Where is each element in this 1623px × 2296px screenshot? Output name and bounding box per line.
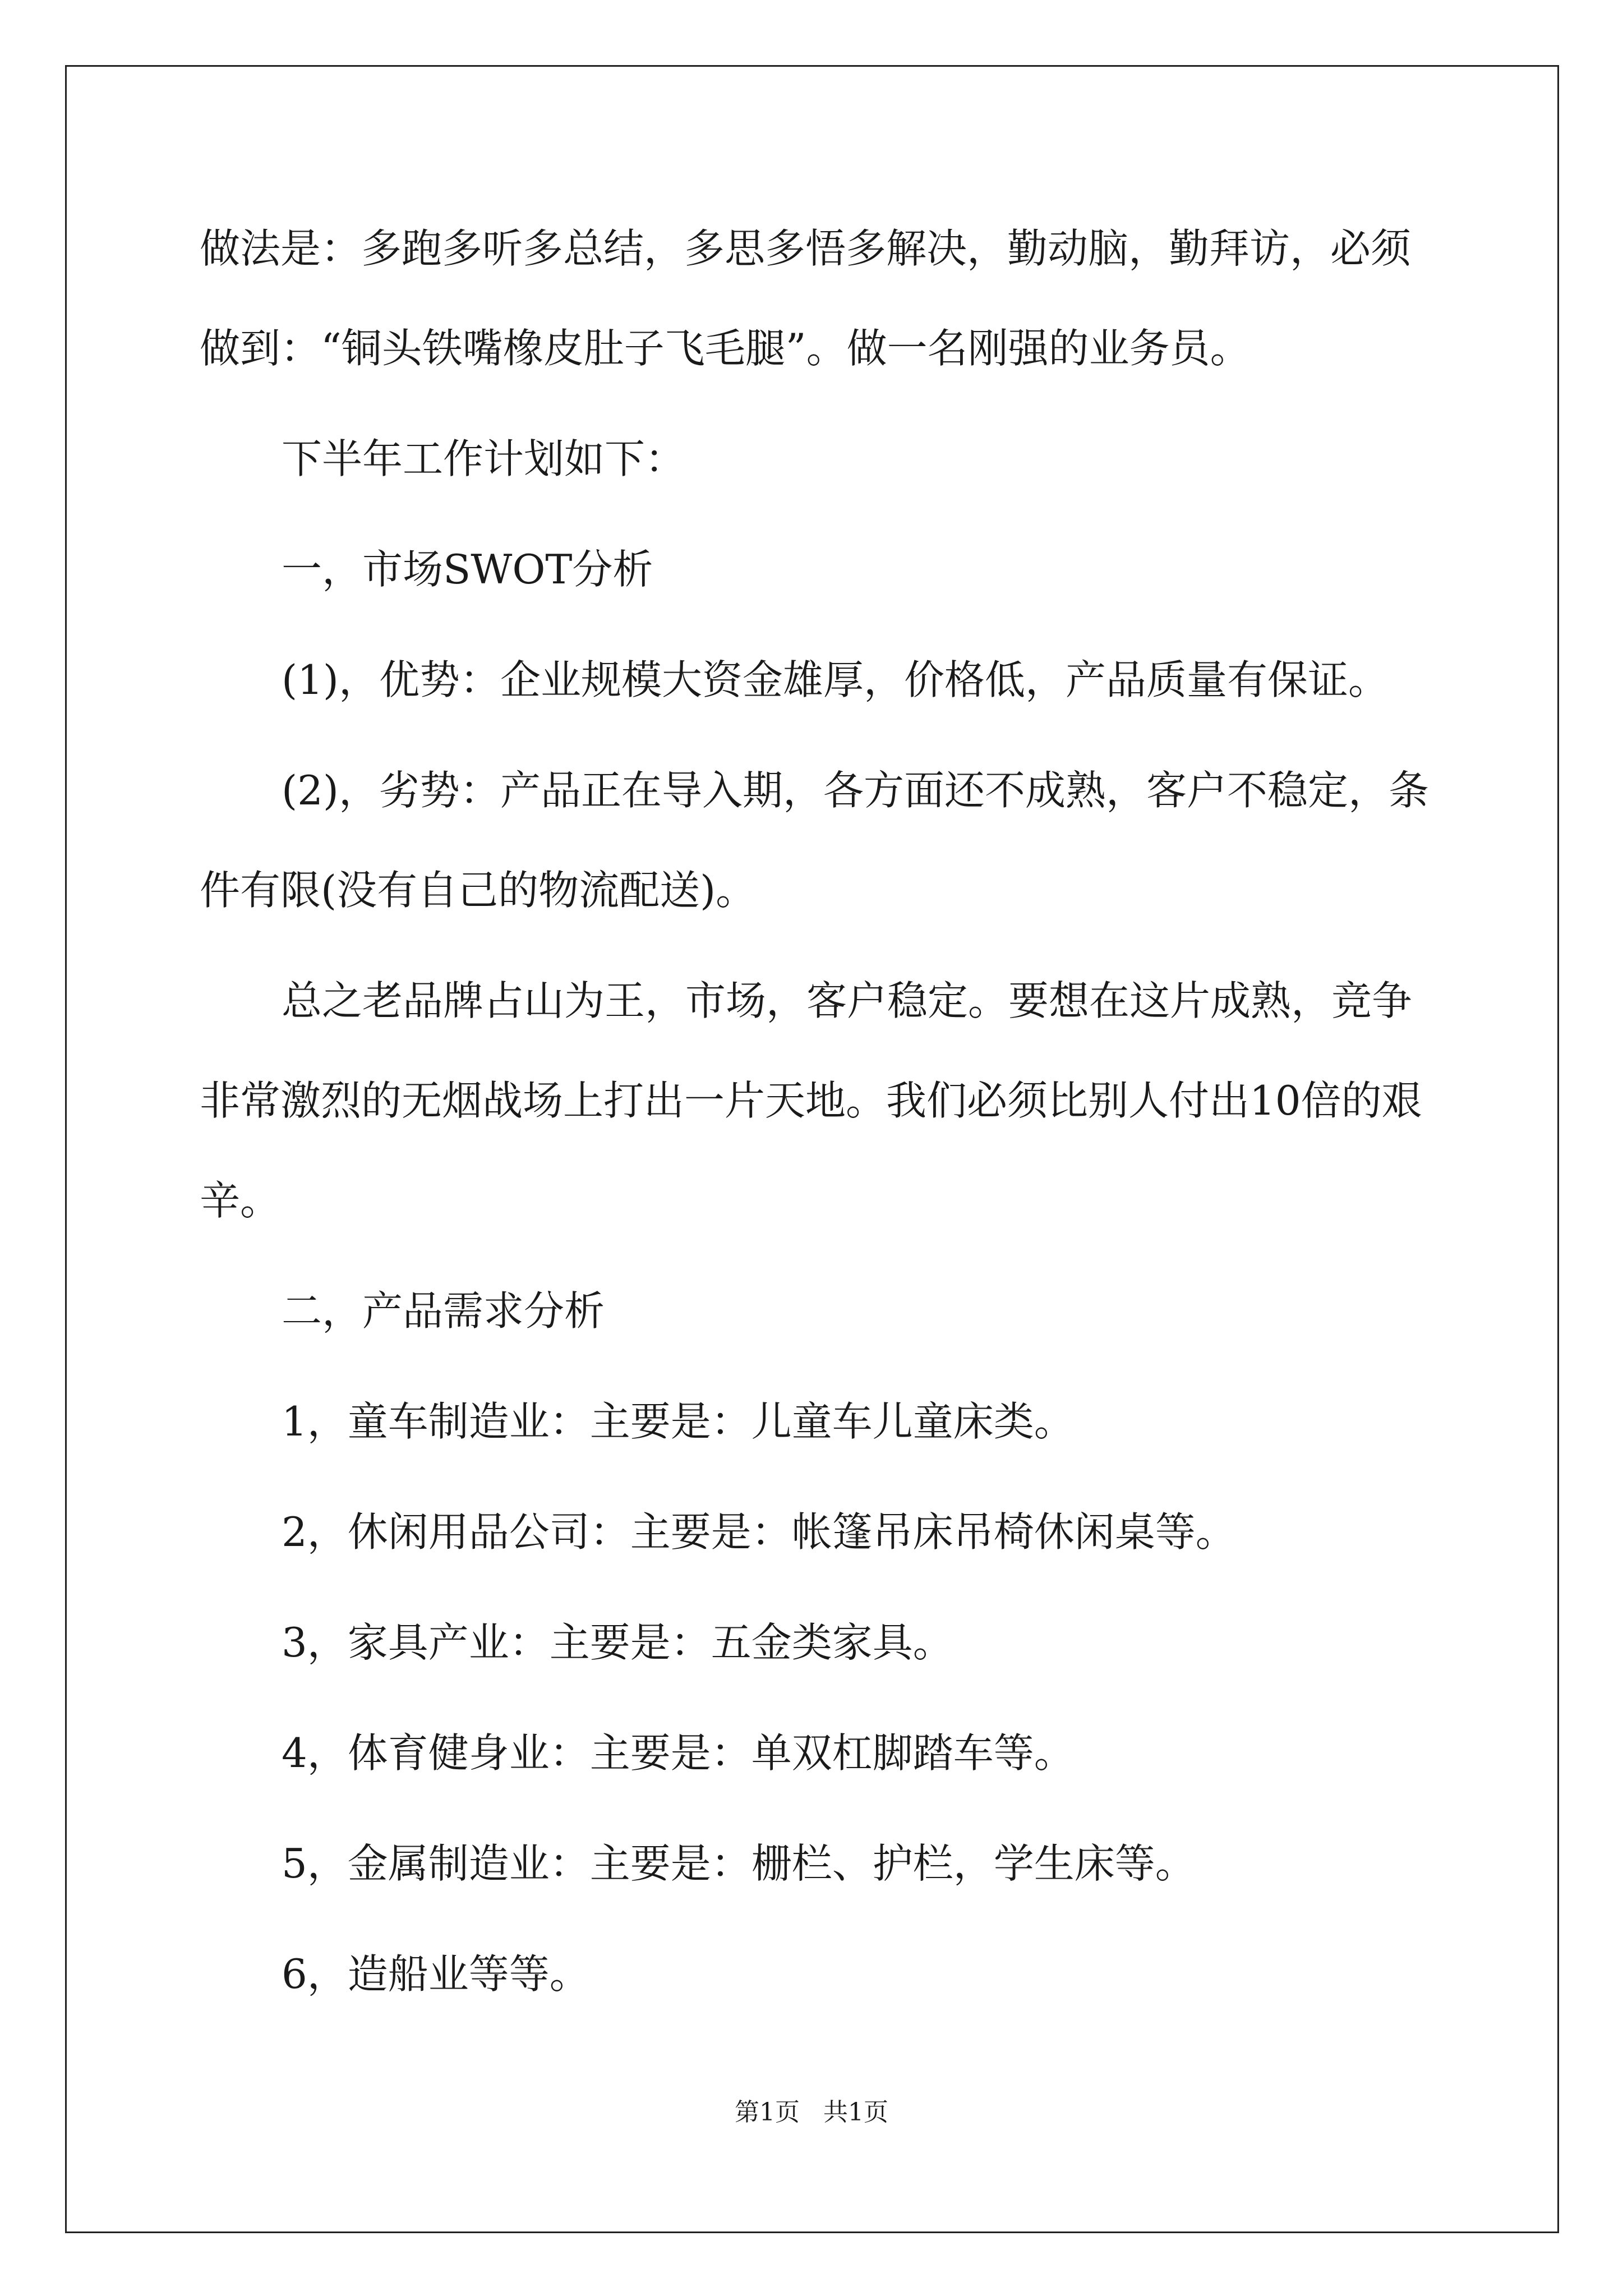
section-heading: 一，市场SWOT分析: [282, 546, 653, 593]
page-number-footer: 第1页 共1页: [735, 2098, 888, 2127]
list-item: 6，造船业等等。: [282, 1950, 590, 1998]
body-line: (2)，劣势：产品正在导入期，各方面还不成熟，客户不稳定，条: [282, 767, 1429, 814]
list-item: 2，休闲用品公司：主要是：帐篷吊床吊椅休闲桌等。: [282, 1508, 1236, 1556]
section-heading: 二，产品需求分析: [282, 1287, 605, 1335]
body-line: 做法是：多跑多听多总结，多思多悟多解决，勤动脑，勤拜访，必须: [200, 225, 1412, 272]
body-line: 总之老品牌占山为王，市场，客户稳定。要想在这片成熟，竞争: [282, 977, 1413, 1024]
list-item: 3，家具产业：主要是：五金类家具。: [282, 1619, 953, 1666]
body-line: (1)，优势：企业规模大资金雄厚，价格低，产品质量有保证。: [282, 656, 1389, 703]
body-line: 做到：“铜头铁嘴橡皮肚子飞毛腿”。做一名刚强的业务员。: [200, 325, 1251, 372]
list-item: 5，金属制造业：主要是：栅栏、护栏，学生床等。: [282, 1840, 1196, 1887]
body-line: 下半年工作计划如下：: [282, 435, 686, 482]
list-item: 1，童车制造业：主要是：儿童车儿童床类。: [282, 1398, 1075, 1445]
body-line: 非常激烈的无烟战场上打出一片天地。我们必须比别人付出10倍的艰: [200, 1077, 1422, 1124]
list-item: 4，体育健身业：主要是：单双杠脚踏车等。: [282, 1729, 1075, 1777]
body-line: 辛。: [200, 1177, 281, 1224]
page-border: [65, 65, 1559, 2233]
body-line: 件有限(没有自己的物流配送)。: [200, 867, 757, 914]
